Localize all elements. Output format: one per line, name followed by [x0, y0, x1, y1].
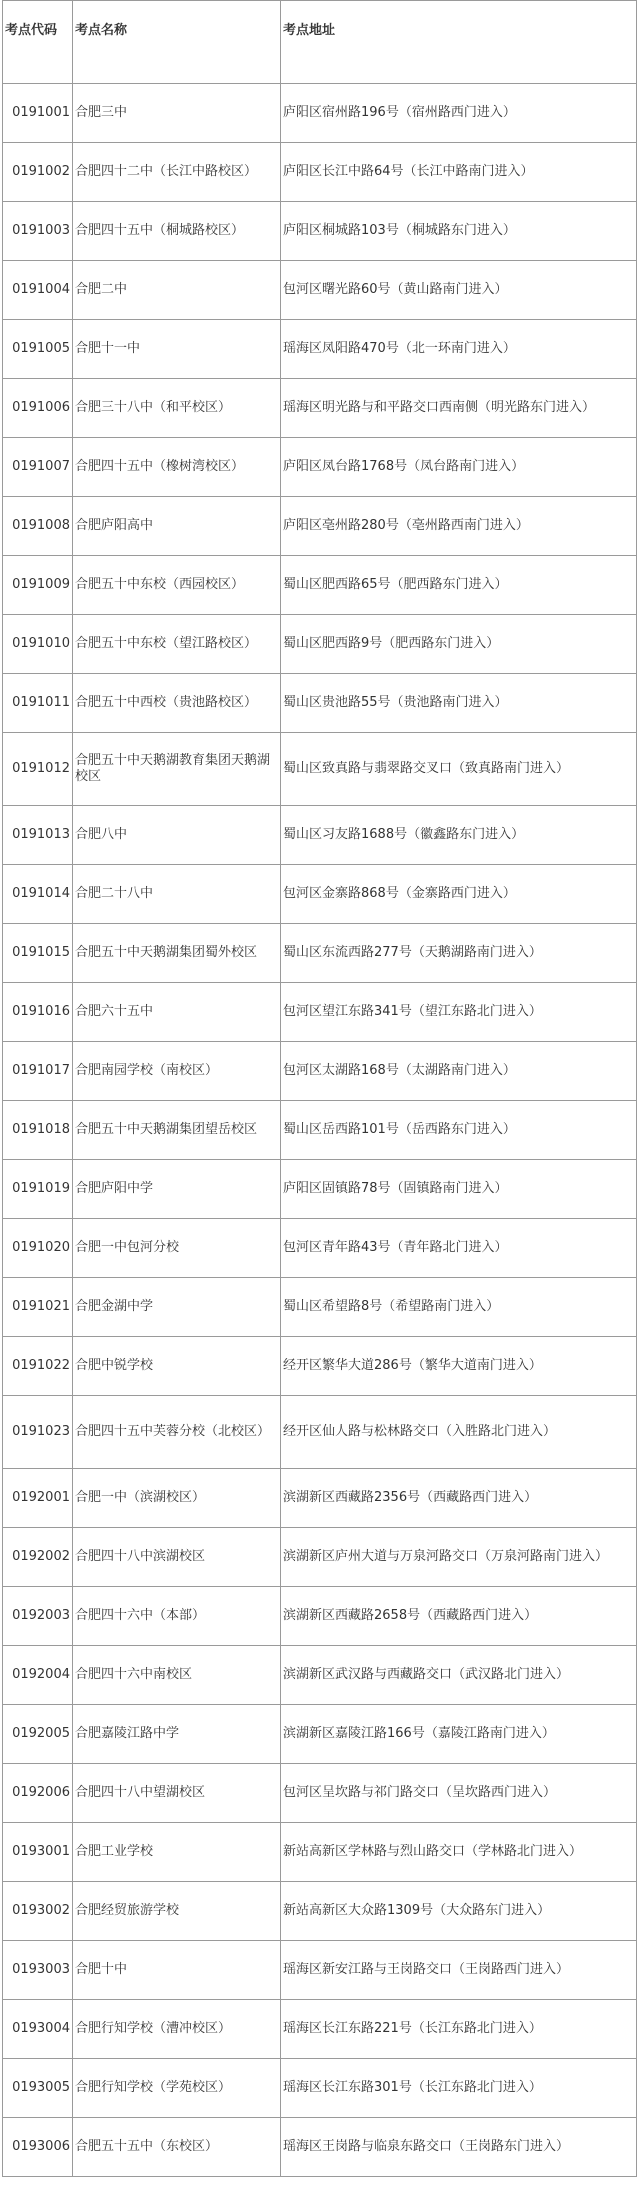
cell-name: 合肥一中（滨湖校区） [73, 1469, 281, 1528]
cell-code: 0191001 [3, 84, 73, 143]
cell-name: 合肥六十五中 [73, 983, 281, 1042]
cell-code: 0191018 [3, 1101, 73, 1160]
cell-name: 合肥四十六中（本部） [73, 1587, 281, 1646]
cell-code: 0191017 [3, 1042, 73, 1101]
cell-address: 包河区金寨路868号（金寨路西门进入） [281, 865, 637, 924]
table-row [3, 1882, 637, 1941]
exam-sites-table [2, 0, 637, 2177]
cell-name: 合肥四十六中南校区 [73, 1646, 281, 1705]
cell-code: 0191003 [3, 202, 73, 261]
table-row [3, 2059, 637, 2118]
cell-code: 0191013 [3, 806, 73, 865]
cell-code: 0191016 [3, 983, 73, 1042]
cell-address: 蜀山区岳西路101号（岳西路东门进入） [281, 1101, 637, 1160]
cell-address: 包河区曙光路60号（黄山路南门进入） [281, 261, 637, 320]
cell-address: 包河区青年路43号（青年路北门进入） [281, 1219, 637, 1278]
table-row [3, 379, 637, 438]
cell-name: 合肥四十五中（橡树湾校区） [73, 438, 281, 497]
table-row [3, 1101, 637, 1160]
cell-code: 0193006 [3, 2118, 73, 2177]
table-row [3, 865, 637, 924]
cell-code: 0193003 [3, 1941, 73, 2000]
cell-address: 庐阳区桐城路103号（桐城路东门进入） [281, 202, 637, 261]
cell-address: 瑶海区新安江路与王岗路交口（王岗路西门进入） [281, 1941, 637, 2000]
cell-code: 0192005 [3, 1705, 73, 1764]
cell-code: 0191019 [3, 1160, 73, 1219]
cell-name: 合肥一中包河分校 [73, 1219, 281, 1278]
cell-name: 合肥五十中天鹅湖集团望岳校区 [73, 1101, 281, 1160]
cell-address: 瑶海区明光路与和平路交口西南侧（明光路东门进入） [281, 379, 637, 438]
cell-name: 合肥三中 [73, 84, 281, 143]
cell-code: 0191011 [3, 674, 73, 733]
table-row [3, 924, 637, 983]
cell-code: 0193002 [3, 1882, 73, 1941]
cell-code: 0191023 [3, 1396, 73, 1469]
cell-address: 瑶海区王岗路与临泉东路交口（王岗路东门进入） [281, 2118, 637, 2177]
cell-address: 瑶海区凤阳路470号（北一环南门进入） [281, 320, 637, 379]
cell-address: 瑶海区长江东路301号（长江东路北门进入） [281, 2059, 637, 2118]
table-row [3, 1160, 637, 1219]
table-row [3, 806, 637, 865]
table-row [3, 1646, 637, 1705]
cell-address: 蜀山区肥西路9号（肥西路东门进入） [281, 615, 637, 674]
cell-address: 经开区繁华大道286号（繁华大道南门进入） [281, 1337, 637, 1396]
cell-code: 0191007 [3, 438, 73, 497]
cell-name: 合肥经贸旅游学校 [73, 1882, 281, 1941]
cell-address: 滨湖新区武汉路与西藏路交口（武汉路北门进入） [281, 1646, 637, 1705]
cell-name: 合肥四十八中望湖校区 [73, 1764, 281, 1823]
table-row [3, 1042, 637, 1101]
cell-name: 合肥庐阳高中 [73, 497, 281, 556]
cell-address: 滨湖新区庐州大道与万泉河路交口（万泉河路南门进入） [281, 1528, 637, 1587]
cell-code: 0191008 [3, 497, 73, 556]
cell-address: 蜀山区习友路1688号（徽鑫路东门进入） [281, 806, 637, 865]
cell-code: 0192002 [3, 1528, 73, 1587]
table-row [3, 1528, 637, 1587]
cell-name: 合肥嘉陵江路中学 [73, 1705, 281, 1764]
cell-code: 0191022 [3, 1337, 73, 1396]
cell-address: 庐阳区凤台路1768号（凤台路南门进入） [281, 438, 637, 497]
table-row [3, 674, 637, 733]
table-row [3, 1941, 637, 2000]
table-row [3, 1587, 637, 1646]
cell-name: 合肥四十八中滨湖校区 [73, 1528, 281, 1587]
cell-name: 合肥五十中天鹅湖集团蜀外校区 [73, 924, 281, 983]
cell-name: 合肥四十二中（长江中路校区） [73, 143, 281, 202]
cell-address: 包河区望江东路341号（望江东路北门进入） [281, 983, 637, 1042]
cell-name: 合肥五十中西校（贵池路校区） [73, 674, 281, 733]
cell-name: 合肥四十五中（桐城路校区） [73, 202, 281, 261]
cell-name: 合肥金湖中学 [73, 1278, 281, 1337]
cell-address: 庐阳区宿州路196号（宿州路西门进入） [281, 84, 637, 143]
table-row [3, 1337, 637, 1396]
table-row [3, 1278, 637, 1337]
table-row [3, 438, 637, 497]
table-row [3, 320, 637, 379]
cell-code: 0192004 [3, 1646, 73, 1705]
cell-code: 0191010 [3, 615, 73, 674]
cell-name: 合肥五十五中（东校区） [73, 2118, 281, 2177]
cell-name: 合肥十一中 [73, 320, 281, 379]
cell-address: 庐阳区固镇路78号（固镇路南门进入） [281, 1160, 637, 1219]
cell-code: 0191014 [3, 865, 73, 924]
cell-address: 滨湖新区西藏路2356号（西藏路西门进入） [281, 1469, 637, 1528]
cell-code: 0192003 [3, 1587, 73, 1646]
table-row [3, 733, 637, 806]
table-row [3, 202, 637, 261]
cell-code: 0191004 [3, 261, 73, 320]
cell-address: 蜀山区东流西路277号（天鹅湖路南门进入） [281, 924, 637, 983]
table-row [3, 2000, 637, 2059]
cell-code: 0191006 [3, 379, 73, 438]
cell-name: 合肥四十五中芙蓉分校（北校区） [73, 1396, 281, 1469]
cell-address: 滨湖新区嘉陵江路166号（嘉陵江路南门进入） [281, 1705, 637, 1764]
cell-code: 0191021 [3, 1278, 73, 1337]
cell-address: 庐阳区亳州路280号（亳州路西南门进入） [281, 497, 637, 556]
cell-code: 0193005 [3, 2059, 73, 2118]
cell-address: 瑶海区长江东路221号（长江东路北门进入） [281, 2000, 637, 2059]
cell-code: 0192006 [3, 1764, 73, 1823]
cell-name: 合肥二十八中 [73, 865, 281, 924]
cell-name: 合肥八中 [73, 806, 281, 865]
table-body [3, 84, 637, 2177]
cell-name: 合肥十中 [73, 1941, 281, 2000]
table-row [3, 556, 637, 615]
cell-name: 合肥五十中天鹅湖教育集团天鹅湖校区 [73, 733, 281, 806]
table-row [3, 261, 637, 320]
table-row [3, 497, 637, 556]
cell-address: 蜀山区肥西路65号（肥西路东门进入） [281, 556, 637, 615]
header-row [3, 1, 637, 84]
cell-code: 0191002 [3, 143, 73, 202]
cell-code: 0191005 [3, 320, 73, 379]
table-row [3, 1823, 637, 1882]
cell-address: 新站高新区学林路与烈山路交口（学林路北门进入） [281, 1823, 637, 1882]
cell-code: 0191020 [3, 1219, 73, 1278]
cell-code: 0193004 [3, 2000, 73, 2059]
cell-name: 合肥三十八中（和平校区） [73, 379, 281, 438]
cell-code: 0191012 [3, 733, 73, 806]
cell-address: 滨湖新区西藏路2658号（西藏路西门进入） [281, 1587, 637, 1646]
table-row [3, 1469, 637, 1528]
cell-name: 合肥庐阳中学 [73, 1160, 281, 1219]
table-row [3, 1764, 637, 1823]
table-row [3, 2118, 637, 2177]
table-row [3, 1396, 637, 1469]
cell-code: 0193001 [3, 1823, 73, 1882]
table-row [3, 143, 637, 202]
table-row [3, 983, 637, 1042]
table-row [3, 1705, 637, 1764]
cell-address: 经开区仙人路与松林路交口（入胜路北门进入） [281, 1396, 637, 1469]
table-row [3, 84, 637, 143]
cell-address: 蜀山区希望路8号（希望路南门进入） [281, 1278, 637, 1337]
cell-code: 0191015 [3, 924, 73, 983]
table-row [3, 615, 637, 674]
header-address: 考点地址 [281, 1, 637, 84]
cell-name: 合肥中锐学校 [73, 1337, 281, 1396]
cell-address: 庐阳区长江中路64号（长江中路南门进入） [281, 143, 637, 202]
header-name: 考点名称 [73, 1, 281, 84]
cell-name: 合肥行知学校（漕冲校区） [73, 2000, 281, 2059]
cell-code: 0191009 [3, 556, 73, 615]
table-row [3, 1219, 637, 1278]
cell-address: 包河区太湖路168号（太湖路南门进入） [281, 1042, 637, 1101]
cell-address: 蜀山区致真路与翡翠路交叉口（致真路南门进入） [281, 733, 637, 806]
cell-name: 合肥南园学校（南校区） [73, 1042, 281, 1101]
cell-address: 新站高新区大众路1309号（大众路东门进入） [281, 1882, 637, 1941]
cell-code: 0192001 [3, 1469, 73, 1528]
cell-address: 蜀山区贵池路55号（贵池路南门进入） [281, 674, 637, 733]
header-code: 考点代码 [3, 1, 73, 84]
cell-name: 合肥行知学校（学苑校区） [73, 2059, 281, 2118]
cell-name: 合肥五十中东校（西园校区） [73, 556, 281, 615]
cell-address: 包河区呈坎路与祁门路交口（呈坎路西门进入） [281, 1764, 637, 1823]
cell-name: 合肥二中 [73, 261, 281, 320]
cell-name: 合肥五十中东校（望江路校区） [73, 615, 281, 674]
cell-name: 合肥工业学校 [73, 1823, 281, 1882]
